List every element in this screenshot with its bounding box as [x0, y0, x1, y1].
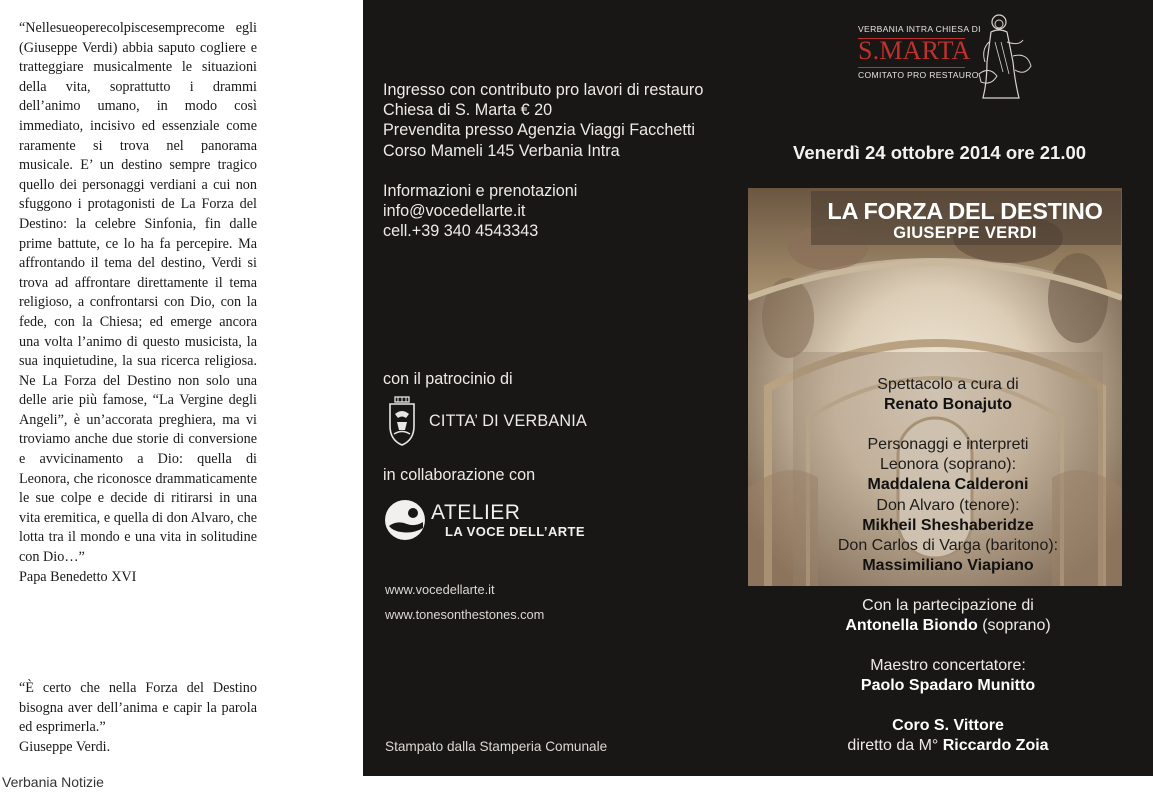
entry-info: [383, 80, 743, 161]
choir-director-name: Riccardo Zoia: [942, 737, 1049, 755]
contact-email[interactable]: info@vocedellarte.it: [383, 202, 526, 221]
cast-label: Personaggi e interpreti: [867, 436, 1029, 453]
collaboration-label: in collaborazione con: [383, 466, 536, 484]
staging-director: Renato Bonajuto: [884, 396, 1012, 414]
ticket-info: [383, 80, 743, 241]
patronage-label: con il patrocinio di: [383, 370, 513, 388]
participant-role: (soprano): [977, 617, 1051, 635]
singer-leonora: Maddalena Calderoni: [867, 476, 1029, 494]
participation-credit: [753, 596, 1143, 636]
atelier-title: ATELIER: [431, 500, 521, 524]
contact-info: [383, 181, 743, 242]
entry-line: Ingresso con contributo pro lavori di restauro: [383, 81, 704, 99]
role-leonora: Leonora (soprano):: [879, 456, 1017, 474]
benedict-quote-author: Papa Benedetto XVI: [19, 568, 137, 585]
conductor-credit: [753, 656, 1143, 696]
composer-name: GIUSEPPE VERDI: [893, 224, 1037, 242]
saint-figure-icon: [975, 12, 1035, 100]
flyer-panel: [363, 0, 1153, 776]
patron-city: [387, 396, 587, 446]
logo-committee-label: COMITATO PRO RESTAURO: [858, 70, 979, 80]
staging-credit: [753, 375, 1143, 415]
verdi-quote: [19, 679, 257, 757]
choir-director-label: diretto da M°: [847, 737, 943, 755]
presale-line: Prevendita presso Agenzia Viaggi Facchetti: [383, 121, 695, 140]
contact-phone: cell.+39 340 4543343: [383, 222, 539, 241]
role-don-carlos: Don Carlos di Varga (baritono):: [837, 537, 1059, 555]
event-date: Venerdì 24 ottobre 2014 ore 21.00: [793, 142, 1087, 163]
participant-name: Antonella Biondo: [845, 617, 978, 635]
logo-church-label: VERBANIA INTRA CHIESA DI: [858, 24, 981, 34]
choir-name: Coro S. Vittore: [892, 717, 1004, 734]
participation-label: Con la partecipazione di: [862, 597, 1034, 614]
conductor-label: Maestro concertatore:: [870, 657, 1026, 674]
logo-rule: [858, 67, 965, 68]
atelier-subtitle: LA VOCE DELL’ARTE: [445, 523, 585, 539]
atelier-logo: [383, 498, 585, 542]
cast-list: [753, 435, 1143, 576]
atelier-mark-icon: [383, 498, 427, 542]
role-don-alvaro: Don Alvaro (tenore):: [876, 496, 1020, 514]
presale-address-line: Corso Mameli 145 Verbania Intra: [383, 141, 620, 160]
verdi-quote-text: “È certo che nella Forza del Destino bisogna aver dell’anima e capir la parola ed esprimerla.”: [19, 680, 257, 736]
website-link-tonesonthestones[interactable]: www.tonesonthestones.com: [385, 607, 545, 622]
benedict-quote-text: “Nellesueoperecolpiscesemprecome egli (Giuseppe Verdi) abbia saputo cogliere e tratteggiare musicalmente le situazioni della vita, soprattutto i drammi dell’animo umano, in modo così immediato, incisivo ed essenziale come raramente si trova nel panorama musicale. E’ un destino sempre tragico quello dei personaggi verdiani a cui non sfuggono i protagonisti de La Forza del Destino: la celebre Sinfonia, fin dalle prime battute, ce lo ha fa percepire. Ma affrontando il tema del destino, Verdi si trova ad affrontare direttamente il tema religioso, a confrontarsi con Dio, con la fede, con la Chiesa; ed emerge ancora una volta l’animo di questo musicista, la sua inquietudine, la sua ricerca religiosa. Ne La Forza del Destino non solo una delle arie più famose, “La Vergine degli Angeli”, è un’accorata preghiera, ma vi troviamo anche due storie di conversione e avvicinamento a Dio: quella di Leonora, che riconosce drammaticamente le sue colpe e decide di ritirarsi in una vita eremitica, e quella di don Alvaro, che lotta tra il mondo e una vita in solitudine con Dio…”: [19, 20, 257, 566]
atelier-wordmark: [431, 502, 585, 539]
singer-don-alvaro: Mikheil Sheshaberidze: [862, 516, 1034, 534]
santa-marta-logo: [855, 12, 1035, 102]
contact-label: Informazioni e prenotazioni: [383, 181, 578, 200]
printer-credit: Stampato dalla Stamperia Comunale: [385, 739, 608, 754]
benedict-quote: [19, 19, 257, 587]
logo-title: S.MARTA: [858, 36, 971, 65]
city-crest-icon: [387, 396, 417, 446]
opera-title: LA FORZA DEL DESTINO: [827, 198, 1103, 224]
venue-price-line: Chiesa di S. Marta € 20: [383, 101, 553, 120]
quote-panel: [0, 0, 363, 792]
source-caption: Verbania Notizie: [2, 774, 104, 790]
website-link-vocedellarte[interactable]: www.vocedellarte.it: [385, 582, 495, 597]
choir-credit: [753, 716, 1143, 756]
verdi-quote-author: Giuseppe Verdi.: [19, 738, 111, 755]
singer-don-carlos: Massimiliano Viapiano: [862, 557, 1034, 575]
conductor-name: Paolo Spadaro Munitto: [860, 677, 1036, 695]
city-name: CITTA’ DI VERBANIA: [429, 411, 587, 430]
staging-label: Spettacolo a cura di: [877, 376, 1019, 393]
